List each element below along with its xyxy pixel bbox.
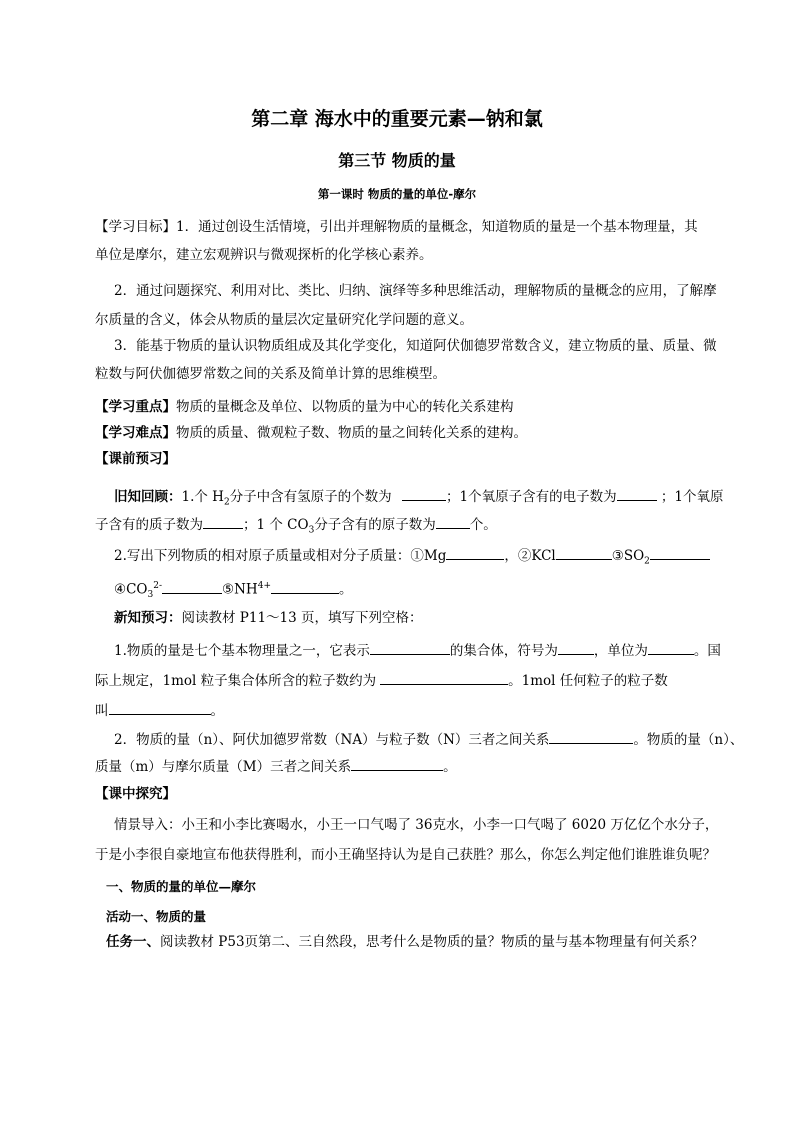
objectives-line-3: 2．通过问题探究、利用对比、类比、归纳、演绎等多种思维活动，理解物质的量概念的应用，了解摩 bbox=[114, 283, 717, 299]
task-one: 任务一、阅读教材 P53页第二、三自然段，思考什么是物质的量？物质的量与基本物理量有何关系？ bbox=[106, 934, 704, 950]
part-one-heading: 一、物质的量的单位—摩尔 bbox=[106, 879, 257, 894]
key-points-label: 【学习重点】 bbox=[95, 399, 176, 415]
objectives-line-6: 粒数与阿伏伽德罗常数之间的关系及简单计算的思维模型。 bbox=[95, 366, 446, 382]
scenario-line-1: 情景导入：小王和小李比赛喝水，小王一口气喝了 36克水，小李一口气喝了 6020 万亿亿个水分子， bbox=[114, 817, 719, 833]
review-line-2: 子含有的质子数为 ；1 个 $CO_3$分子含有的原子数为 个。 bbox=[95, 514, 497, 540]
blank-co3[interactable] bbox=[162, 579, 222, 594]
blank-unit[interactable] bbox=[648, 640, 694, 655]
blank-atom-count[interactable] bbox=[436, 514, 470, 529]
scenario-line-2: 于是小李很自豪地宣布他获得胜利，而小王确坚持认为是自己获胜？那么，你怎么判定他们谁胜谁负呢？ bbox=[95, 847, 716, 863]
blank-proton-count[interactable] bbox=[203, 514, 243, 529]
objectives-line-4: 尔质量的含义，体会从物质的量层次定量研究化学问题的意义。 bbox=[95, 312, 473, 328]
blank-nh4[interactable] bbox=[271, 579, 339, 594]
blank-electron-count[interactable] bbox=[617, 486, 657, 501]
explore-heading: 【课中探究】 bbox=[95, 786, 176, 802]
objectives-label: 【学习目标】 bbox=[95, 219, 176, 235]
activity-one-heading: 活动一、物质的量 bbox=[106, 909, 207, 924]
blank-n-na-relation[interactable] bbox=[549, 729, 633, 744]
preview-heading: 【课前预习】 bbox=[95, 451, 176, 467]
new-preview-line-5: 质量（m）与摩尔质量（M）三者之间关系 。 bbox=[95, 756, 457, 776]
new-preview-line-4: 2．物质的量（n）、阿伏加德罗常数（NA）与粒子数（N）三者之间关系 。物质的量（n）、 bbox=[114, 729, 743, 749]
new-preview-line-3: 叫 。 bbox=[95, 700, 224, 720]
new-preview-line-2: 际上规定，1mol 粒子集合体所含的粒子数约为 。1mol 任何粒子的粒子数 bbox=[95, 670, 668, 690]
blank-mg[interactable] bbox=[446, 545, 504, 560]
chapter-title: 第二章 海水中的重要元素—钠和氯 bbox=[251, 108, 543, 130]
review-line-4: $④CO_3^{2-}$ $⑤NH^{4+}$ 。 bbox=[114, 577, 353, 604]
review-line-1: 旧知回顾：1.个 $H_2$分子中含有氢原子的个数为 ；1个氧原子含有的电子数为 ；1个氧原 bbox=[114, 486, 723, 512]
objectives-line-1: 【学习目标】1．通过创设生活情境，引出并理解物质的量概念，知道物质的量是一个基本物理量，其 bbox=[95, 219, 698, 235]
difficulties-label: 【学习难点】 bbox=[95, 425, 176, 441]
blank-hydrogen-count[interactable] bbox=[402, 486, 446, 501]
blank-particle-number[interactable] bbox=[380, 670, 508, 685]
section-title: 第三节 物质的量 bbox=[338, 151, 456, 170]
blank-avogadro-name[interactable] bbox=[109, 700, 211, 715]
blank-meaning[interactable] bbox=[370, 640, 450, 655]
blank-kcl[interactable] bbox=[556, 545, 612, 560]
blank-so2[interactable] bbox=[650, 545, 710, 560]
review-line-3: 2.写出下列物质的相对原子质量或相对分子质量：①Mg ，②KCl $③SO_2$ bbox=[114, 545, 710, 571]
lesson-title: 第一课时 物质的量的单位-摩尔 bbox=[317, 187, 477, 201]
objectives-line-2: 单位是摩尔，建立宏观辨识与微观探析的化学核心素养。 bbox=[95, 247, 433, 263]
blank-m-relation[interactable] bbox=[351, 756, 443, 771]
objectives-line-5: 3．能基于物质的量认识物质组成及其化学变化，知道阿伏伽德罗常数含义，建立物质的量、质量、微 bbox=[114, 338, 717, 354]
difficulties: 【学习难点】物质的质量、微观粒子数、物质的量之间转化关系的建构。 bbox=[95, 425, 527, 441]
new-preview-line-1: 1.物质的量是七个基本物理量之一，它表示 的集合体，符号为 ，单位为 。国 bbox=[114, 640, 721, 660]
new-preview-intro: 新知预习：阅读教材 P11～13 页，填写下列空格： bbox=[114, 610, 423, 626]
key-points: 【学习重点】物质的量概念及单位、以物质的量为中心的转化关系建构 bbox=[95, 399, 514, 415]
blank-symbol[interactable] bbox=[558, 640, 594, 655]
